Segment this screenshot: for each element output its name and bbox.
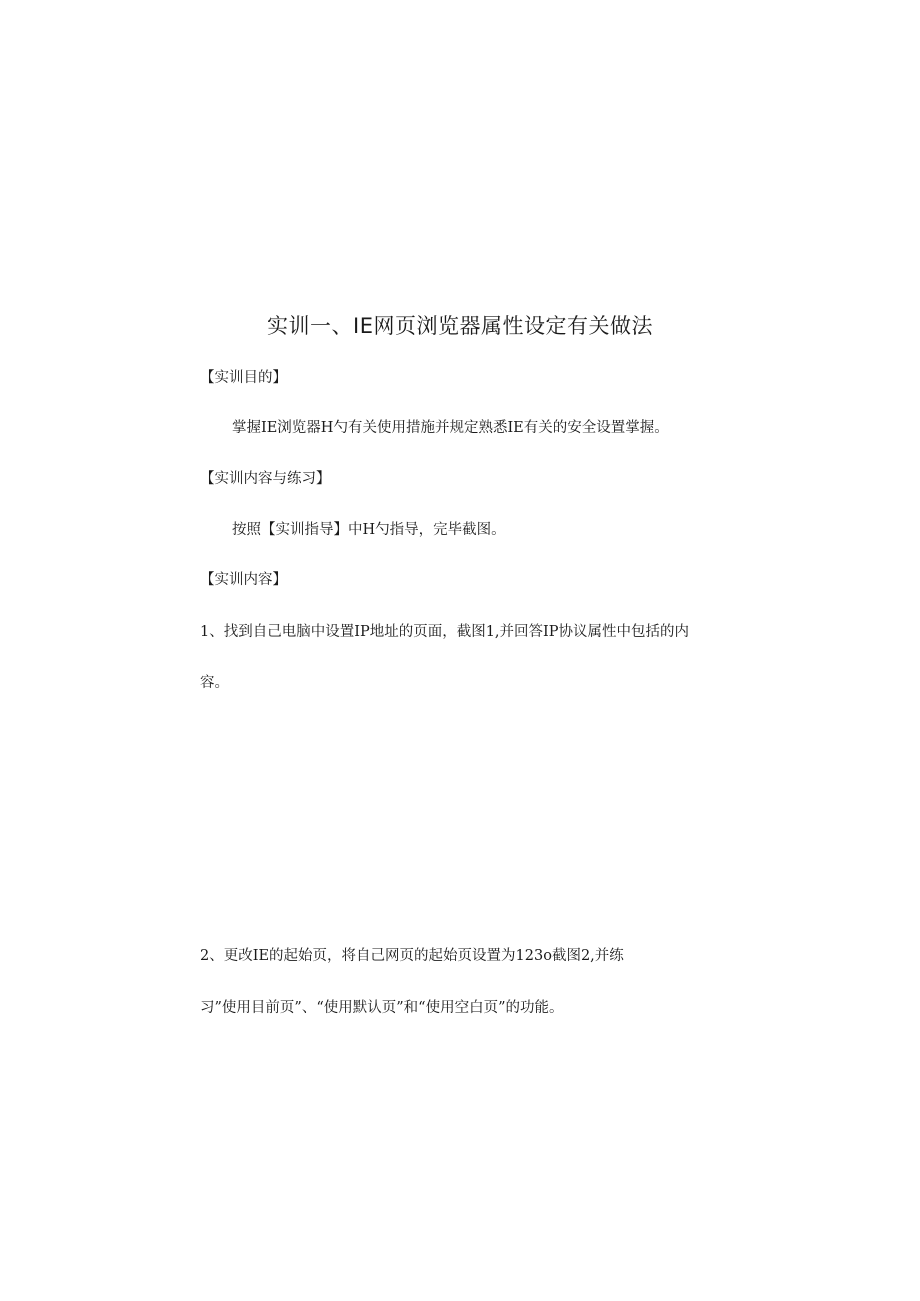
section-heading-content: 【实训内容】 [200,572,287,588]
section-heading-purpose: 【实训目的】 [200,370,287,386]
task-1-line-2: 容。 [200,675,229,691]
task-2-line-1: 2、更改IE的起始页，将自己网页的起始页设置为123o截图2,并练 [200,948,624,964]
task-1-line-1: 1、找到自己电脑中设置IP地址的页面，截图1,并回答IP协议属性中包括的内 [200,624,690,640]
section-heading-content-practice: 【实训内容与练习】 [200,471,331,487]
section-paragraph-content-practice: 按照【实训指导】中H勺指导，完毕截图。 [232,522,506,538]
section-paragraph-purpose: 掌握IE浏览器H勺有关使用措施并规定熟悉IE有关的安全设置掌握。 [232,420,669,436]
task-2-line-2: 习”使用目前页”、“使用默认页”和“使用空白页”的功能。 [200,1000,564,1016]
document-title: 实训一、IE网页浏览器属性设定有关做法 [267,314,653,338]
